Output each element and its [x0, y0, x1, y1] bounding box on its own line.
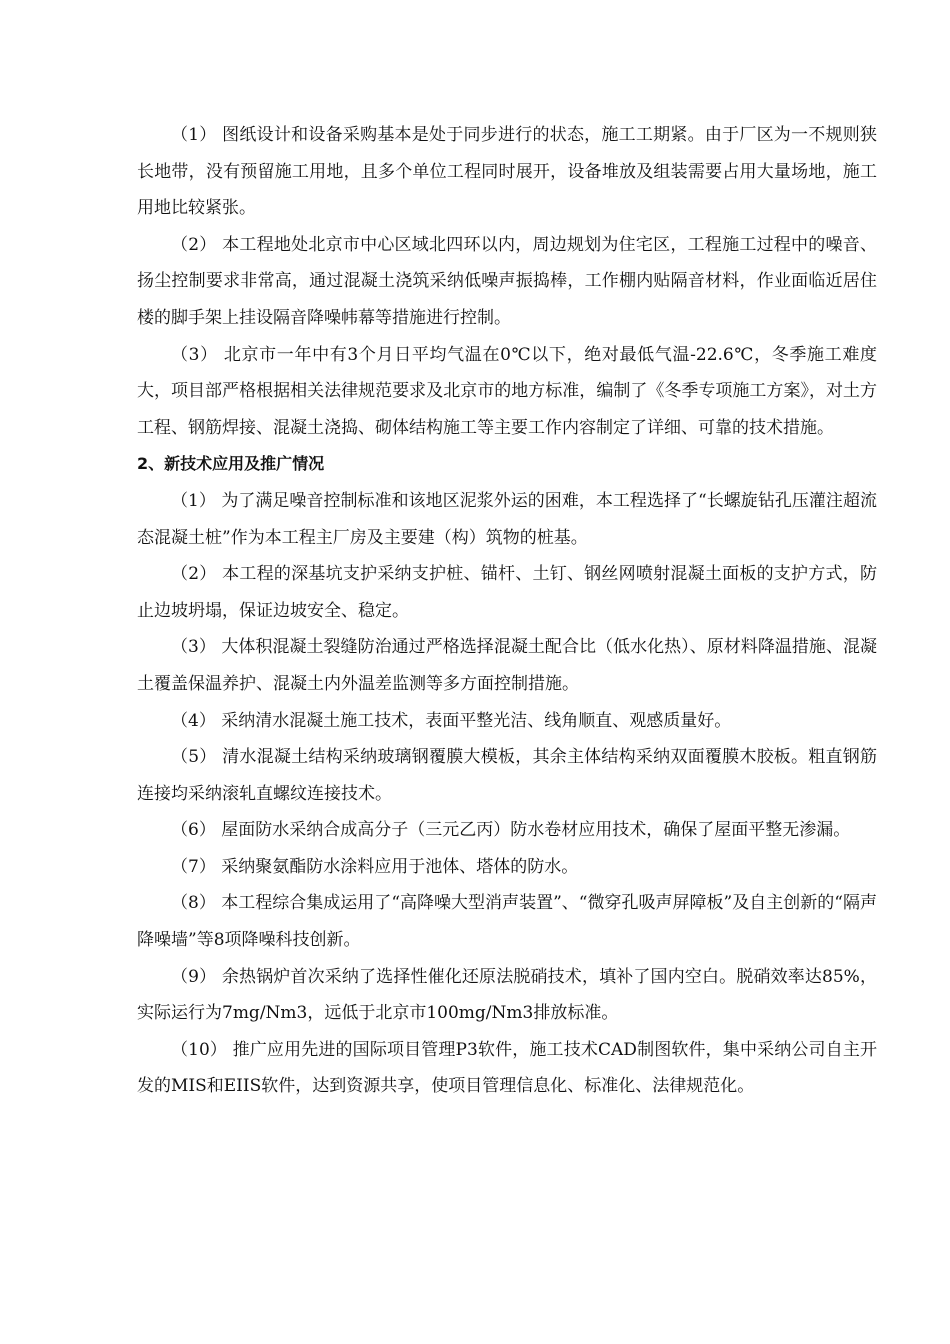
paragraph-item-7: （7） 采纳聚氨酯防水涂料应用于池体、塔体的防水。 — [171, 856, 579, 877]
paragraph-item-10: （10） 推广应用先进的国际项目管理P3软件，施工技术CAD制图软件，集中采纳公司自主开发的MIS和EIIS软件，达到资源共享，使项目管理信息化、标准化、法律规范化。 — [137, 1039, 877, 1097]
section-heading: 2、新技术应用及推广情况 — [137, 454, 325, 474]
paragraph-item-1: （1） 为了满足噪音控制标准和该地区泥浆外运的困难，本工程选择了“长螺旋钻孔压灌注超流态混凝土桩”作为本工程主厂房及主要建（构）筑物的桩基。 — [137, 490, 877, 548]
paragraph-item-5: （5） 清水混凝土结构采纳玻璃钢覆膜大模板，其余主体结构采纳双面覆膜木胶板。粗直钢筋连接均采纳滚轧直螺纹连接技术。 — [137, 747, 877, 804]
paragraph-top-2: （2） 本工程地处北京市中心区域北四环以内，周边规划为住宅区，工程施工过程中的噪音、扬尘控制要求非常高，通过混凝土浇筑采纳低噪声振捣棒，工作棚内贴隔音材料，作业面临近居住楼的脚手架上挂设隔音降噪帏幕等措施进行控制。 — [137, 234, 877, 328]
document-body — [137, 117, 877, 1105]
paragraph-item-2: （2） 本工程的深基坑支护采纳支护桩、锚杆、土钉、钢丝网喷射混凝土面板的支护方式，防止边坡坍塌，保证边坡安全、稳定。 — [137, 564, 877, 621]
paragraph-item-6: （6） 屋面防水采纳合成高分子（三元乙丙）防水卷材应用技术，确保了屋面平整无渗漏。 — [171, 820, 851, 841]
paragraph-item-3: （3） 大体积混凝土裂缝防治通过严格选择混凝土配合比（低水化热）、原材料降温措施、混凝土覆盖保温养护、混凝土内外温差监测等多方面控制措施。 — [137, 637, 877, 694]
paragraph-item-9: （9） 余热锅炉首次采纳了选择性催化还原法脱硝技术，填补了国内空白。脱硝效率达85%，实际运行为7mg/Nm3，远低于北京市100mg/Nm3排放标准。 — [137, 966, 877, 1024]
paragraph-top-1: （1） 图纸设计和设备采购基本是处于同步进行的状态，施工工期紧。由于厂区为一不规则狭长地带，没有预留施工用地，且多个单位工程同时展开，设备堆放及组装需要占用大量场地，施工用地比较紧张。 — [137, 125, 877, 219]
paragraph-item-4: （4） 采纳清水混凝土施工技术，表面平整光洁、线角顺直、观感质量好。 — [171, 710, 732, 731]
paragraph-item-8: （8） 本工程综合集成运用了“高降噪大型消声装置”、“微穿孔吸声屏障板”及自主创新的“隔声降噪墙”等8项降噪科技创新。 — [137, 893, 877, 951]
paragraph-top-3: （3） 北京市一年中有3个月日平均气温在0℃以下，绝对最低气温-22.6℃，冬季施工难度大，项目部严格根据相关法律规范要求及北京市的地方标准，编制了《冬季专项施工方案》，对土方工程、钢筋焊接、混凝土浇捣、砌体结构施工等主要工作内容制定了详细、可靠的技术措施。 — [137, 344, 877, 438]
